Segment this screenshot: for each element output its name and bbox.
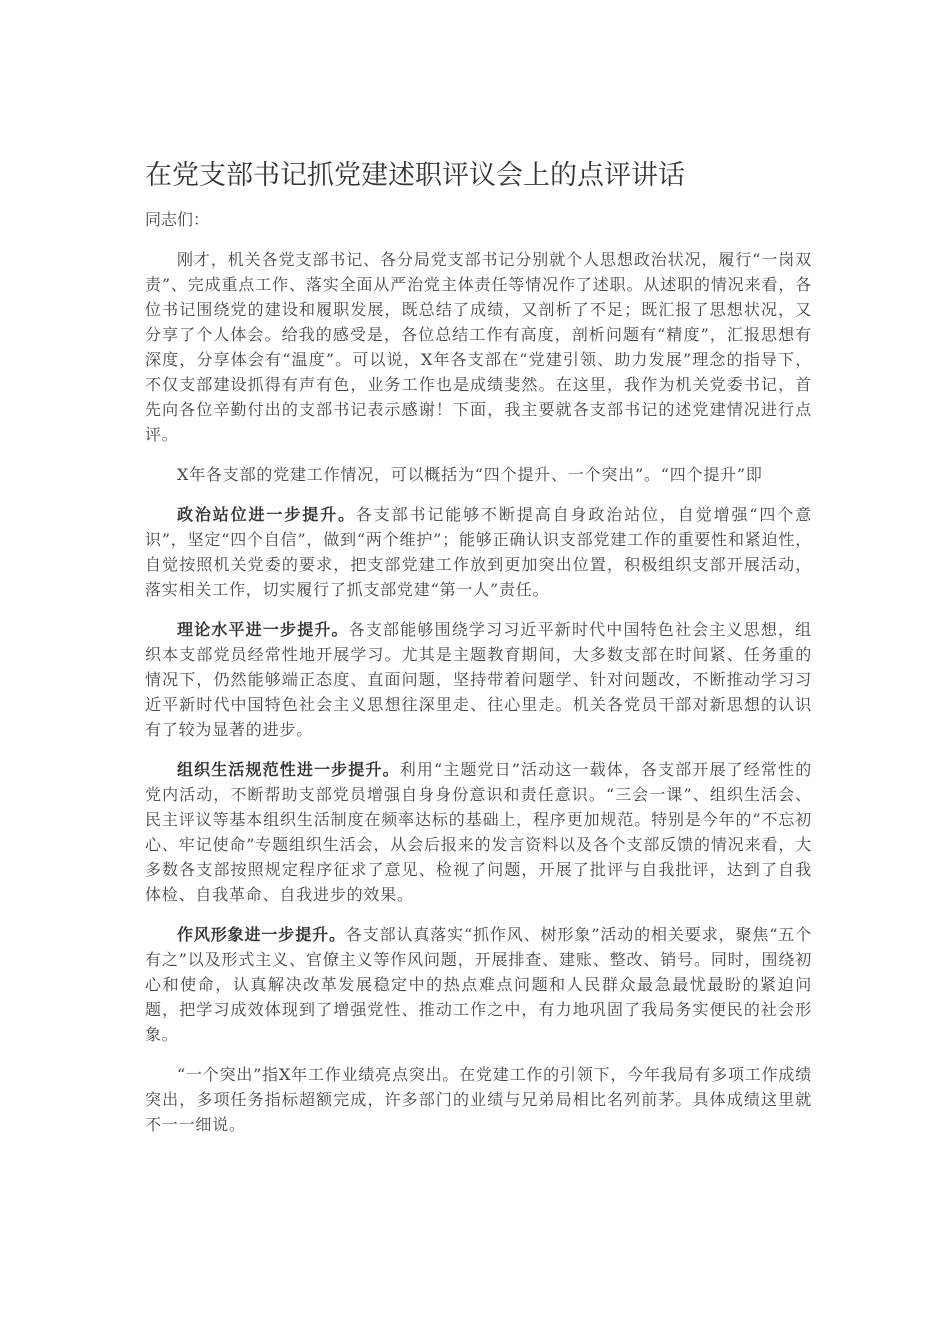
paragraph-organization-life <box>145 757 812 907</box>
paragraph-lead: 组织生活规范性进一步提升。 <box>177 760 400 779</box>
paragraph-text: 各支部能够围绕学习习近平新时代中国特色社会主义思想，组织本支部党员经常性地开展学习。尤其是主题教育期间，大多数支部在时间紧、任务重的情况下，仍然能够端正态度、直面问题，坚持带着问题学、针对问题改，不断推动学习习近平新时代中国特色社会主义思想往深里走、往心里走。机关各党员干部对新思想的认识有了较为显著的进步。 <box>145 620 812 739</box>
paragraph-text: “一个突出”指X年工作业绩亮点突出。在党建工作的引领下，今年我局有多项工作成绩突出，多项任务指标超额完成，许多部门的业绩与兄弟局相比名列前茅。具体成绩这里就不一一细说。 <box>145 1065 812 1134</box>
paragraph-political-stance <box>145 502 812 602</box>
paragraph-text: 各支部认真落实“抓作风、树形象”活动的相关要求，聚焦“五个有之”以及形式主义、官僚主义等作风问题，开展排查、建账、整改、销号。同时，围绕初心和使命，认真解决改革发展稳定中的热点难点问题和人民群众最急最忧最盼的紧迫问题，把学习成效体现到了增强党性、推动工作之中，有力地巩固了我局务实便民的社会形象。 <box>145 925 812 1044</box>
paragraph-text: 利用“主题党日”活动这一载体，各支部开展了经常性的党内活动，不断帮助支部党员增强自身身份意识和责任意识。“三会一课”、组织生活会、民主评议等基本组织生活制度在频率达标的基础上，程序更加规范。特别是今年的“不忘初心、牢记使命”专题组织生活会，从会后报来的发言资料以及各个支部反馈的情况来看，大多数各支部按照规定程序征求了意见、检视了问题，开展了批评与自我批评，达到了自我体检、自我革命、自我进步的效果。 <box>145 760 812 904</box>
paragraph-theory-level <box>145 617 812 742</box>
paragraph-work-style <box>145 922 812 1047</box>
paragraph-summary <box>145 462 812 487</box>
document-page <box>145 150 812 1152</box>
paragraph-text: 各支部书记能够不断提高自身政治站位，自觉增强“四个意识”，坚定“四个自信”，做到“两个维护”；能够正确认识支部党建工作的重要性和紧迫性，自觉按照机关党委的要求，把支部党建工作放到更加突出位置，积极组织支部开展活动，落实相关工作，切实履行了抓支部党建“第一人”责任。 <box>145 505 812 599</box>
paragraph-text: X年各支部的党建工作情况，可以概括为“四个提升、一个突出”。“四个提升”即 <box>177 465 763 484</box>
paragraph-lead: 理论水平进一步提升。 <box>177 620 349 639</box>
paragraph-lead: 政治站位进一步提升。 <box>177 505 356 524</box>
paragraph-text: 刚才，机关各党支部书记、各分局党支部书记分别就个人思想政治状况，履行“一岗双责”、完成重点工作、落实全面从严治党主体责任等情况作了述职。从述职的情况来看，各位书记围绕党的建设和履职发展，既总结了成绩，又剖析了不足；既汇报了思想状况，又分享了个人体会。给我的感受是，各位总结工作有高度，剖析问题有“精度”，汇报思想有深度，分享体会有“温度”。可以说，X年各支部在“党建引领、助力发展”理念的指导下，不仅支部建设抓得有声有色，业务工作也是成绩斐然。在这里，我作为机关党委书记，首先向各位辛勤付出的支部书记表示感谢！下面，我主要就各支部书记的述党建情况进行点评。 <box>145 250 812 444</box>
document-title: 在党支部书记抓党建述职评议会上的点评讲话 <box>145 160 685 191</box>
paragraph-lead: 作风形象进一步提升。 <box>177 925 346 944</box>
paragraph-intro <box>145 247 812 447</box>
salutation: 同志们： <box>145 210 210 229</box>
paragraph-one-highlight <box>145 1062 812 1137</box>
